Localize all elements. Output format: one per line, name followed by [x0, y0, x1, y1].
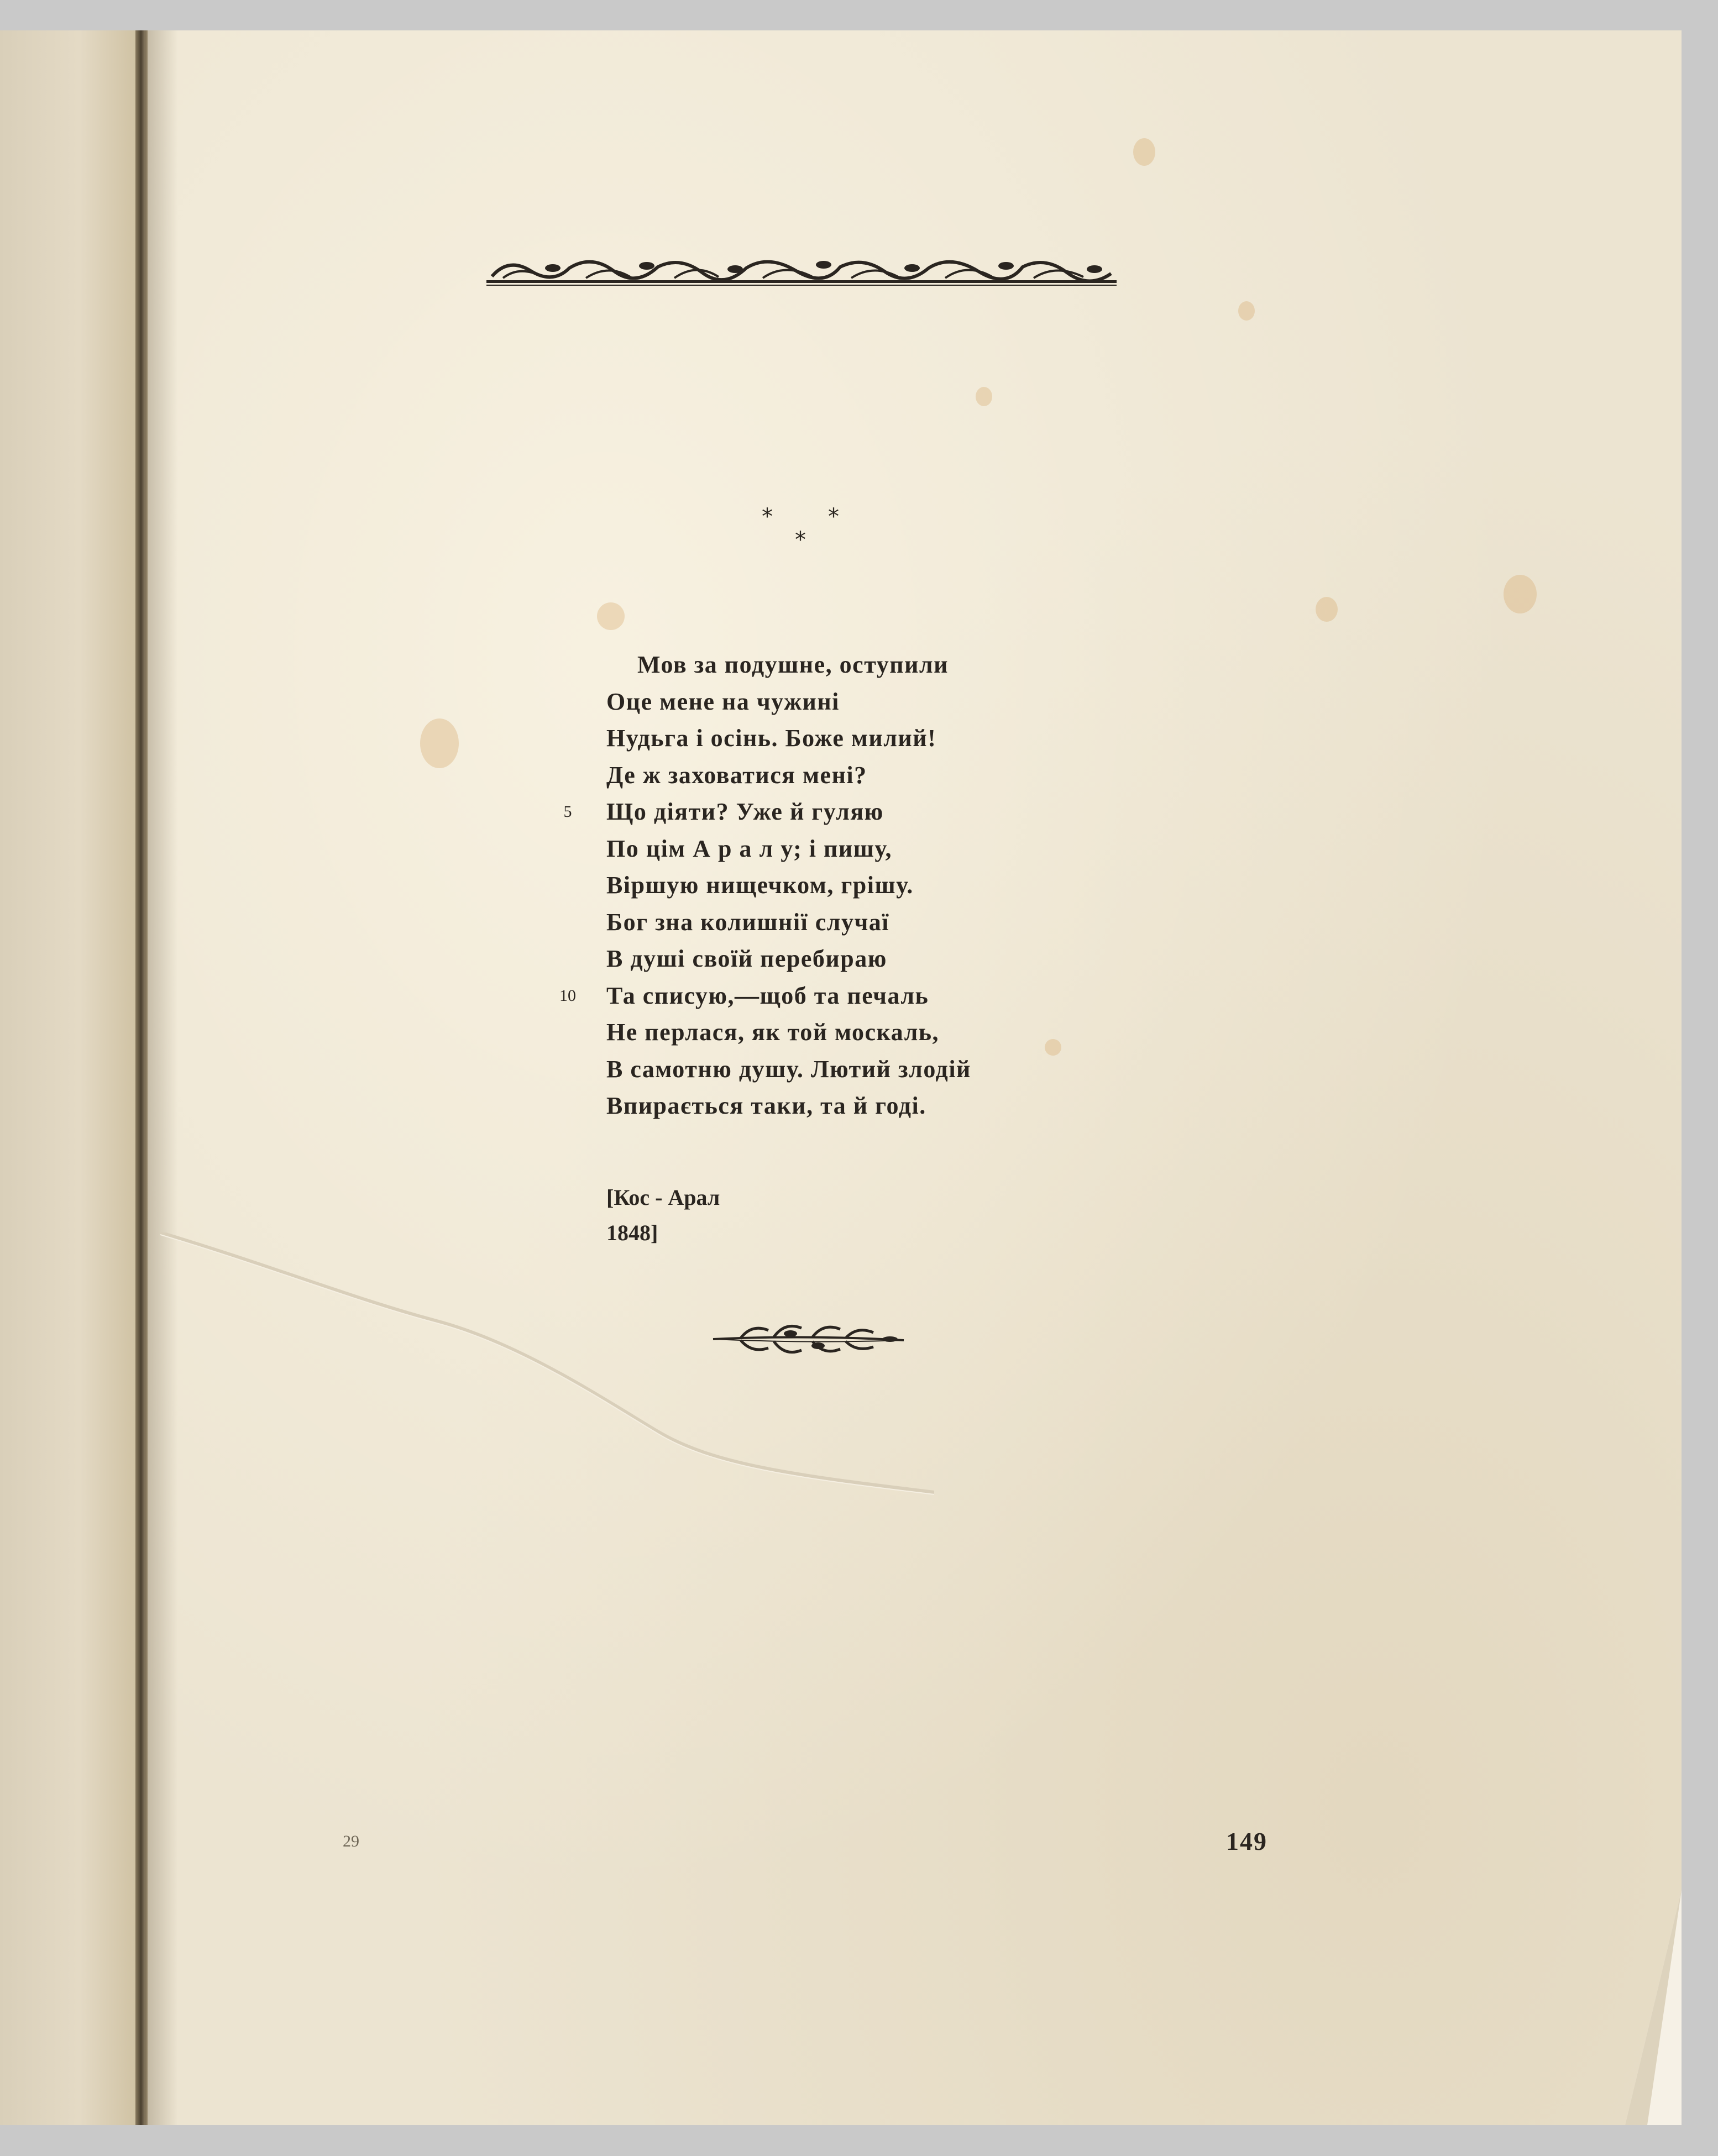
signature-year: 1848] [606, 1220, 658, 1245]
signature-place: [Кос - Арал [606, 1185, 720, 1210]
asterism-star: * [828, 504, 839, 529]
laurel-sprig-ornament [708, 1318, 909, 1360]
poem-line [559, 978, 1159, 1015]
asterism [757, 506, 851, 555]
poem-line [606, 831, 1159, 868]
poem-line-text: В душі своїй перебираю [606, 945, 887, 972]
poem-line-text: Оце мене на чужині [606, 688, 840, 715]
foxing-spot [976, 387, 992, 406]
paper-crease [160, 1232, 934, 1498]
poem-line [606, 1014, 1159, 1051]
page-corner-curl [1625, 1890, 1682, 2125]
poem-line [606, 647, 1159, 684]
poem-line [563, 794, 1159, 831]
poem-line-text: Що діяти? Уже й гуляю [606, 798, 884, 825]
poem-line-text: Віршую нищечком, грішу. [606, 872, 914, 899]
gutter-shadow [145, 30, 178, 2125]
foxing-spot [1133, 138, 1155, 166]
page-number: 149 [1226, 1827, 1267, 1855]
poem-signature [606, 1180, 720, 1251]
foxing-spot [1504, 575, 1537, 613]
poem-line-text: Нудьга і осінь. Боже милий! [606, 725, 937, 752]
poem [559, 647, 1159, 1125]
foxing-spot [597, 602, 625, 630]
floral-band-ornament [486, 251, 1117, 293]
poem-line-text: Де ж заховатися мені? [606, 761, 867, 789]
poem-line-text: Впирається таки, та й годі. [606, 1092, 926, 1119]
foxing-spot [1238, 301, 1255, 321]
foxing-spot [1316, 597, 1338, 622]
poem-line [606, 904, 1159, 941]
poem-line [606, 720, 1159, 757]
poem-line [606, 941, 1159, 978]
printer-signature-mark: 29 [343, 1832, 359, 1850]
poem-line [606, 1051, 1159, 1088]
left-page-edge [0, 30, 144, 2125]
poem-line [606, 757, 1159, 794]
poem-line-text: Мов за подушне, оступили [637, 651, 949, 678]
foxing-spot [420, 718, 459, 768]
poem-line-text: Та списую,—щоб та печаль [606, 982, 929, 1009]
poem-line [606, 1088, 1159, 1125]
line-number: 5 [563, 802, 572, 821]
poem-line-text: В самотню душу. Лютий злодій [606, 1055, 971, 1083]
poem-line-text: Не перлася, як той москаль, [606, 1019, 940, 1046]
poem-line-text: Бог зна колишнії случаї [606, 908, 890, 936]
poem-line [606, 867, 1159, 904]
asterism-star: * [762, 504, 773, 529]
poem-line [606, 684, 1159, 721]
poem-line-text: По цім А р а л у; і пишу, [606, 835, 892, 862]
asterism-star: * [795, 527, 806, 553]
line-number: 10 [559, 986, 576, 1005]
